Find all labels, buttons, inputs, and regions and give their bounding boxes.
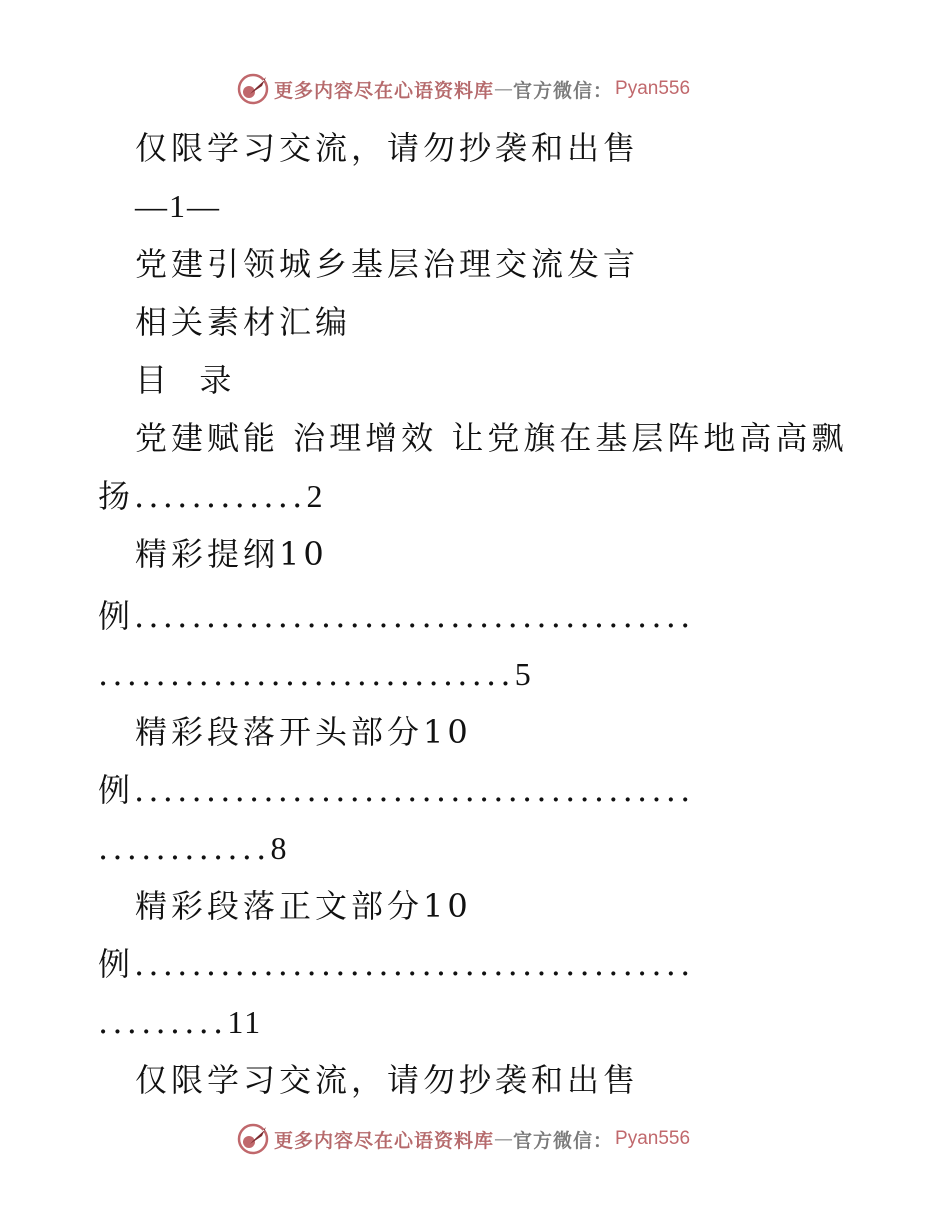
toc-entry-3-leader-line bbox=[98, 828, 288, 868]
toc-entry-4-title-cont: 例 bbox=[98, 945, 135, 983]
quill-logo-icon bbox=[236, 1122, 270, 1156]
toc-entry-2-continuation bbox=[98, 596, 695, 636]
toc-entry-2-page: 5 bbox=[514, 656, 533, 692]
page-marker: —1— bbox=[135, 188, 221, 224]
watermark-wechat-id: Pyan556 bbox=[615, 78, 691, 99]
toc-entry-1-page: 2 bbox=[306, 478, 325, 514]
toc-entry-4-leader: ....................................... bbox=[134, 945, 695, 983]
toc-entry-4-leader-cont: ......... bbox=[98, 1003, 228, 1041]
watermark-sub-text: 官方微信： bbox=[513, 1129, 614, 1152]
toc-entry-3-leader-cont: ............ bbox=[98, 829, 271, 867]
toc-entry-2-leader: ....................................... bbox=[134, 597, 695, 635]
watermark-dash: — bbox=[494, 78, 514, 100]
toc-entry-3-leader: ....................................... bbox=[134, 771, 695, 809]
toc-entry-3-title: 精彩段落开头部分10 bbox=[135, 713, 472, 751]
toc-heading: 目 录 bbox=[135, 361, 236, 399]
toc-entry-4-continuation bbox=[98, 944, 695, 984]
footer-watermark bbox=[236, 1122, 716, 1156]
watermark-wechat-id: Pyan556 bbox=[615, 1128, 691, 1149]
watermark-sub-text: 官方微信： bbox=[513, 79, 614, 102]
toc-entry-3-title-cont: 例 bbox=[98, 771, 135, 809]
quill-logo-icon bbox=[236, 72, 270, 106]
document-title-line2: 相关素材汇编 bbox=[135, 303, 352, 341]
document-title-line1: 党建引领城乡基层治理交流发言 bbox=[135, 245, 640, 283]
toc-entry-3-continuation bbox=[98, 770, 695, 810]
toc-entry-4-title: 精彩段落正文部分10 bbox=[135, 887, 472, 925]
toc-entry-2-title-cont: 例 bbox=[98, 597, 135, 635]
toc-entry-1-leader: ............ bbox=[134, 477, 307, 515]
toc-entry-1-title-cont: 扬 bbox=[98, 477, 135, 515]
toc-entry-1-title: 党建赋能 治理增效 让党旗在基层阵地高高飘 bbox=[135, 419, 848, 457]
toc-entry-4-page: 11 bbox=[227, 1004, 263, 1040]
toc-entry-1-continuation bbox=[98, 476, 324, 516]
toc-entry-4-leader-line bbox=[98, 1002, 262, 1042]
toc-entry-2-leader-cont: ............................. bbox=[98, 655, 515, 693]
watermark-main-text: 更多内容尽在心语资料库 bbox=[274, 79, 495, 102]
toc-entry-2-title: 精彩提纲10 bbox=[135, 535, 328, 573]
watermark-main-text: 更多内容尽在心语资料库 bbox=[274, 1129, 495, 1152]
notice-top: 仅限学习交流，请勿抄袭和出售 bbox=[135, 129, 640, 167]
notice-bottom: 仅限学习交流，请勿抄袭和出售 bbox=[135, 1061, 640, 1099]
toc-entry-2-leader-line bbox=[98, 654, 533, 694]
toc-entry-3-page: 8 bbox=[270, 830, 289, 866]
watermark-dash: — bbox=[494, 1128, 514, 1150]
header-watermark bbox=[236, 72, 716, 106]
